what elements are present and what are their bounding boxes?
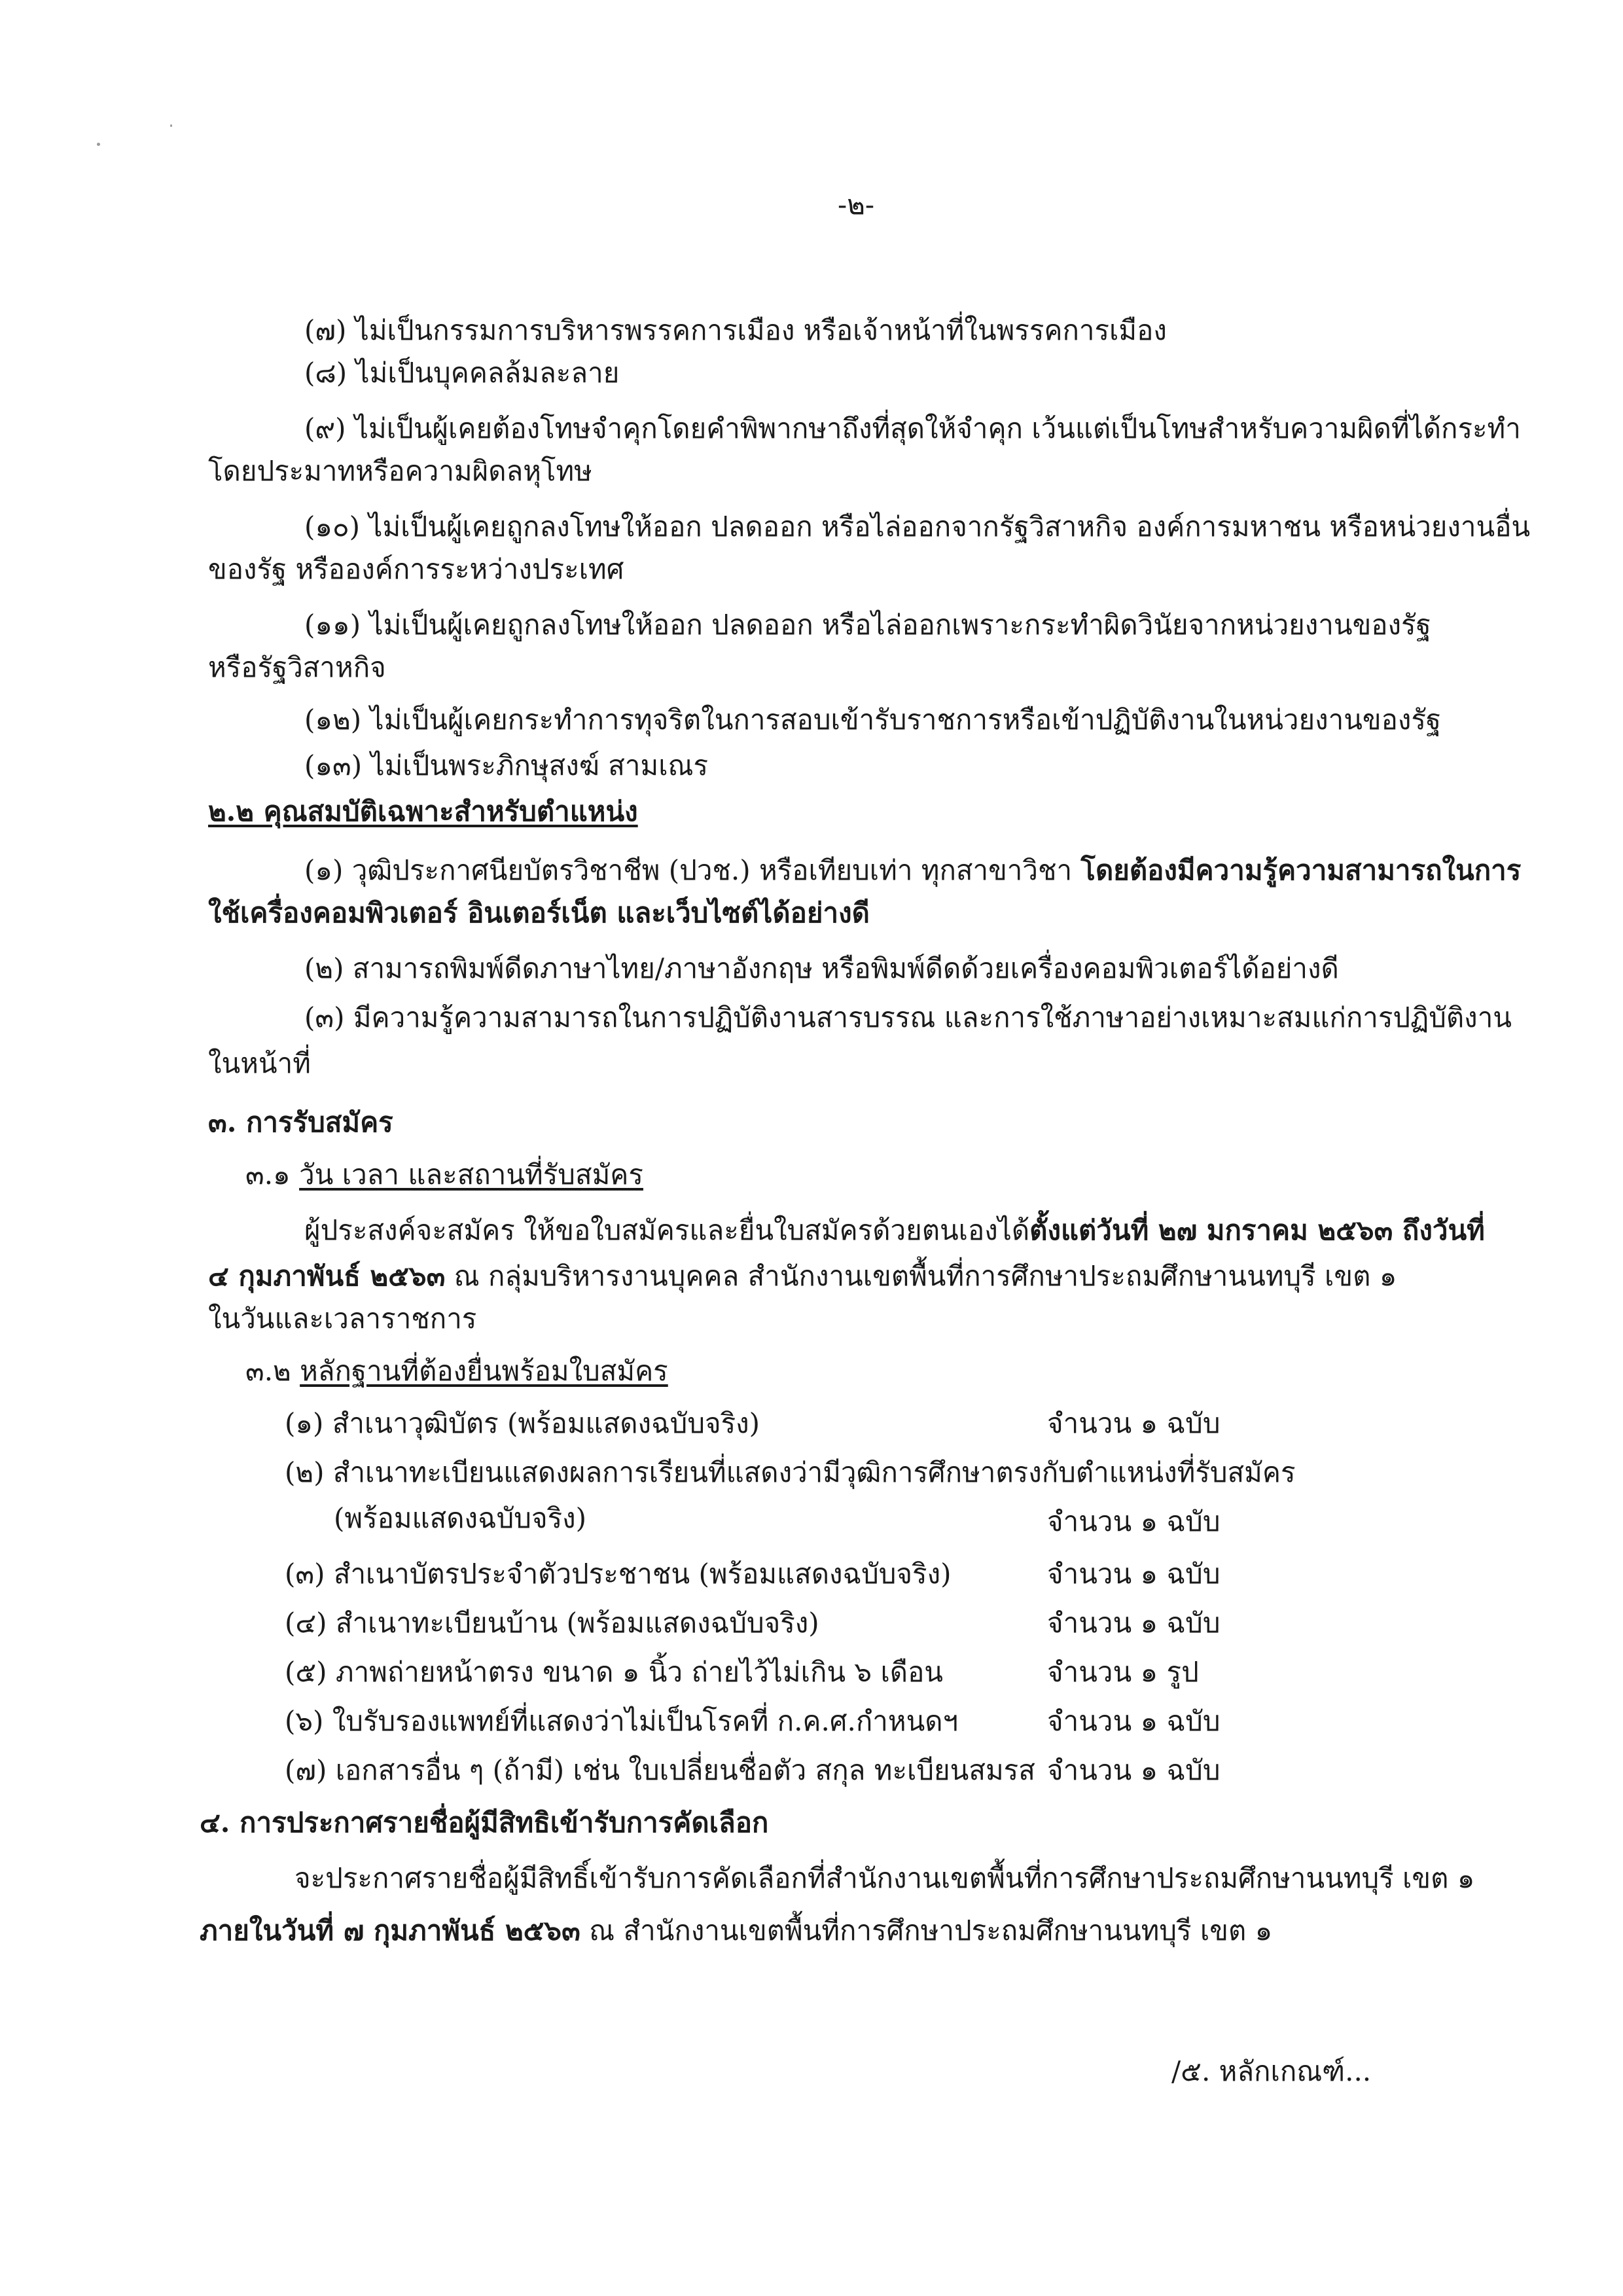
section-2-2-heading: ๒.๒ คุณสมบัติเฉพาะสำหรับตำแหน่ง: [208, 795, 638, 827]
application-period-cont: [208, 1260, 1397, 1293]
document-item-6: (๖) ใบรับรองแพทย์ที่แสดงว่าไม่เป็นโรคที่ ก.ค.ศ.กำหนดฯ: [285, 1705, 959, 1737]
page-number: -๒-: [838, 188, 875, 221]
application-location: ณ กลุ่มบริหารงานบุคคล สำนักงานเขตพื้นที่การศึกษาประถมศึกษานนทบุรี เขต ๑: [445, 1260, 1397, 1292]
qual-item-11: (๑๑) ไม่เป็นผู้เคยถูกลงโทษให้ออก ปลดออก หรือไล่ออกเพราะกระทำผิดวินัยจากหน่วยงานของรัฐ: [304, 609, 1431, 641]
announcement-location: ณ สำนักงานเขตพื้นที่การศึกษาประถมศึกษานนทบุรี เขต ๑: [580, 1914, 1273, 1946]
section-3-1-title: วัน เวลา และสถานที่รับสมัคร: [299, 1158, 643, 1191]
specific-qual-item-2: (๒) สามารถพิมพ์ดีดภาษาไทย/ภาษาอังกฤษ หรือพิมพ์ดีดด้วยเครื่องคอมพิวเตอร์ได้อย่างดี: [304, 952, 1339, 984]
document-item-2-qty: จำนวน ๑ ฉบับ: [1047, 1505, 1221, 1537]
qual-item-10-cont: ของรัฐ หรือองค์การระหว่างประเทศ: [208, 553, 624, 585]
section-3-2-title: หลักฐานที่ต้องยื่นพร้อมใบสมัคร: [300, 1355, 668, 1387]
document-item-3: (๓) สำเนาบัตรประจำตัวประชาชน (พร้อมแสดงฉบับจริง): [285, 1558, 952, 1590]
section-3-2-heading: [245, 1355, 668, 1388]
next-page-marker: /๕. หลักเกณฑ์...: [1171, 2055, 1372, 2087]
qual-item-9-cont: โดยประมาทหรือความผิดลหุโทษ: [208, 455, 592, 487]
section-4-heading: ๔. การประกาศรายชื่อผู้มีสิทธิเข้ารับการคัดเลือก: [200, 1806, 769, 1839]
announcement-line-2: [200, 1914, 1272, 1947]
qual-item-11-cont: หรือรัฐวิสาหกิจ: [208, 651, 386, 683]
application-period-para: [304, 1214, 1485, 1247]
document-item-5-qty: จำนวน ๑ รูป: [1047, 1656, 1199, 1688]
document-item-1: (๑) สำเนาวุฒิบัตร (พร้อมแสดงฉบับจริง): [285, 1407, 760, 1439]
document-item-7: (๗) เอกสารอื่น ๆ (ถ้ามี) เช่น ใบเปลี่ยนชื่อตัว สกุล ทะเบียนสมรส: [285, 1754, 1035, 1786]
section-3-1-number: ๓.๑: [245, 1158, 300, 1191]
announcement-line-1: จะประกาศรายชื่อผู้มีสิทธิ์เข้ารับการคัดเลือกที่สำนักงานเขตพื้นที่การศึกษาประถมศึกษานนทบุรี เขต ๑: [294, 1862, 1475, 1894]
qual-item-9: (๙) ไม่เป็นผู้เคยต้องโทษจำคุกโดยคำพิพากษาถึงที่สุดให้จำคุก เว้นแต่เป็นโทษสำหรับความผิดที่ได้กระทำ: [304, 412, 1521, 444]
specific-qual-item-1: [304, 854, 1521, 887]
document-item-7-qty: จำนวน ๑ ฉบับ: [1047, 1754, 1221, 1786]
scan-speck: [170, 124, 172, 127]
qual-item-8: (๘) ไม่เป็นบุคคลล้มละลาย: [304, 357, 620, 389]
scan-speck: [97, 143, 100, 146]
specific-qual-item-1-text: (๑) วุฒิประกาศนียบัตรวิชาชีพ (ปวช.) หรือเทียบเท่า ทุกสาขาวิชา: [304, 854, 1081, 886]
application-hours: ในวันและเวลาราชการ: [208, 1302, 477, 1335]
application-start-date: ตั้งแต่วันที่ ๒๗ มกราคม ๒๕๖๓ ถึงวันที่: [1029, 1214, 1485, 1246]
specific-qual-item-3-cont: ในหน้าที่: [208, 1047, 311, 1079]
document-item-4: (๔) สำเนาทะเบียนบ้าน (พร้อมแสดงฉบับจริง): [285, 1607, 819, 1639]
specific-qual-item-1-cont: ใช้เครื่องคอมพิวเตอร์ อินเตอร์เน็ต และเว็บไซต์ได้อย่างดี: [208, 897, 870, 929]
section-3-2-number: ๓.๒: [245, 1355, 300, 1387]
document-item-1-qty: จำนวน ๑ ฉบับ: [1047, 1407, 1221, 1439]
qual-item-7: (๗) ไม่เป็นกรรมการบริหารพรรคการเมือง หรือเจ้าหน้าที่ในพรรคการเมือง: [304, 314, 1167, 346]
document-item-5: (๕) ภาพถ่ายหน้าตรง ขนาด ๑ นิ้ว ถ่ายไว้ไม่เกิน ๖ เดือน: [285, 1656, 944, 1688]
qual-item-12: (๑๒) ไม่เป็นผู้เคยกระทำการทุจริตในการสอบเข้ารับราชการหรือเข้าปฏิบัติงานในหน่วยงานของรัฐ: [304, 704, 1442, 736]
application-end-date: ๔ กุมภาพันธ์ ๒๕๖๓: [208, 1260, 446, 1292]
document-item-6-qty: จำนวน ๑ ฉบับ: [1047, 1705, 1221, 1737]
section-3-1-heading: [245, 1158, 643, 1191]
qual-item-10: (๑๐) ไม่เป็นผู้เคยถูกลงโทษให้ออก ปลดออก หรือไล่ออกจากรัฐวิสาหกิจ องค์การมหาชน หรือหน่วยงานอื่น: [304, 511, 1531, 543]
specific-qual-item-1-bold: โดยต้องมีความรู้ความสามารถในการ: [1080, 854, 1522, 886]
specific-qual-item-3: (๓) มีความรู้ความสามารถในการปฏิบัติงานสารบรรณ และการใช้ภาษาอย่างเหมาะสมแก่การปฏิบัติงาน: [304, 1001, 1512, 1033]
document-item-4-qty: จำนวน ๑ ฉบับ: [1047, 1607, 1221, 1639]
document-item-3-qty: จำนวน ๑ ฉบับ: [1047, 1558, 1221, 1590]
application-intro: ผู้ประสงค์จะสมัคร ให้ขอใบสมัครและยื่นใบสมัครด้วยตนเองได้: [304, 1214, 1030, 1246]
document-item-2-cont: (พร้อมแสดงฉบับจริง): [334, 1502, 587, 1534]
qual-item-13: (๑๓) ไม่เป็นพระภิกษุสงฆ์ สามเณร: [304, 749, 709, 781]
section-3-heading: ๓. การรับสมัคร: [208, 1106, 393, 1138]
document-item-2: (๒) สำเนาทะเบียนแสดงผลการเรียนที่แสดงว่ามีวุฒิการศึกษาตรงกับตำแหน่งที่รับสมัคร: [285, 1456, 1296, 1488]
announcement-date: ภายในวันที่ ๗ กุมภาพันธ์ ๒๕๖๓: [200, 1914, 580, 1946]
